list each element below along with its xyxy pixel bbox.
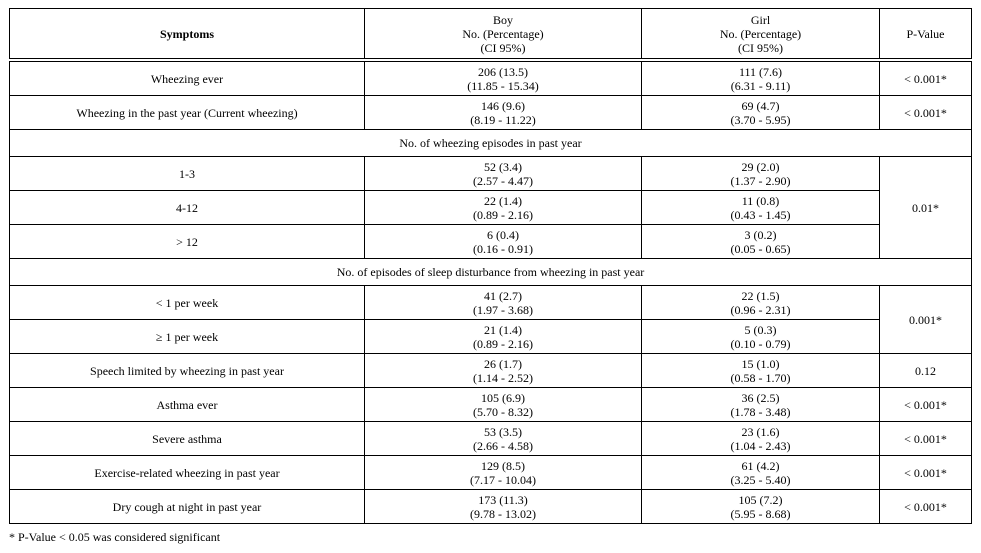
girl-count: 15 (1.0)	[741, 356, 780, 371]
girl-cell	[642, 456, 880, 490]
table-row	[10, 191, 972, 225]
table-row	[10, 286, 972, 320]
symptom-label: Wheezing ever	[10, 62, 365, 96]
header-boy	[365, 9, 642, 59]
boy-cell	[365, 62, 642, 96]
girl-ci: (3.70 - 5.95)	[730, 112, 791, 127]
p-value: < 0.001*	[880, 62, 972, 96]
girl-count: 61 (4.2)	[741, 458, 780, 473]
girl-cell	[642, 191, 880, 225]
girl-cell	[642, 286, 880, 320]
boy-ci: (11.85 - 15.34)	[467, 78, 539, 93]
boy-cell	[365, 388, 642, 422]
girl-cell	[642, 490, 880, 524]
p-value: 0.01*	[880, 157, 972, 259]
symptom-label: 1-3	[10, 157, 365, 191]
boy-count: 52 (3.4)	[484, 159, 522, 174]
symptom-label: Dry cough at night in past year	[10, 490, 365, 524]
p-value: < 0.001*	[880, 490, 972, 524]
p-value: < 0.001*	[880, 422, 972, 456]
boy-count: 206 (13.5)	[478, 64, 528, 79]
boy-ci: (2.57 - 4.47)	[473, 173, 533, 188]
girl-count: 105 (7.2)	[738, 492, 783, 507]
girl-ci: (1.04 - 2.43)	[730, 438, 791, 453]
girl-cell	[642, 388, 880, 422]
boy-cell	[365, 157, 642, 191]
header-boy-subtitle: No. (Percentage)	[462, 26, 544, 41]
boy-cell	[365, 422, 642, 456]
header-girl-ci: (CI 95%)	[738, 40, 783, 55]
symptom-label: 4-12	[10, 191, 365, 225]
girl-cell	[642, 422, 880, 456]
header-boy-ci: (CI 95%)	[480, 40, 526, 55]
table-header	[9, 8, 972, 59]
p-value: < 0.001*	[880, 456, 972, 490]
boy-count: 53 (3.5)	[484, 424, 522, 439]
girl-cell	[642, 157, 880, 191]
girl-ci: (1.78 - 3.48)	[730, 404, 791, 419]
boy-cell	[365, 456, 642, 490]
girl-count: 36 (2.5)	[741, 390, 780, 405]
table-row	[10, 456, 972, 490]
boy-cell	[365, 320, 642, 354]
boy-ci: (0.16 - 0.91)	[473, 241, 533, 256]
symptom-label: Asthma ever	[10, 388, 365, 422]
symptom-label: Exercise-related wheezing in past year	[10, 456, 365, 490]
header-girl-subtitle: No. (Percentage)	[719, 26, 802, 41]
boy-count: 146 (9.6)	[481, 98, 525, 113]
boy-ci: (1.97 - 3.68)	[473, 302, 533, 317]
symptom-label: < 1 per week	[10, 286, 365, 320]
p-value: 0.001*	[880, 286, 972, 354]
girl-count: 3 (0.2)	[744, 227, 777, 242]
boy-ci: (8.19 - 11.22)	[470, 112, 536, 127]
boy-cell	[365, 96, 642, 130]
table-row	[10, 225, 972, 259]
boy-ci: (7.17 - 10.04)	[470, 472, 536, 487]
girl-ci: (0.58 - 1.70)	[730, 370, 791, 385]
table-row	[10, 422, 972, 456]
p-value: 0.12	[880, 354, 972, 388]
girl-ci: (0.05 - 0.65)	[730, 241, 791, 256]
girl-cell	[642, 225, 880, 259]
symptom-label: Wheezing in the past year (Current wheezing)	[10, 96, 365, 130]
header-girl	[642, 9, 880, 59]
section-row	[10, 259, 972, 286]
girl-count: 111 (7.6)	[738, 64, 783, 79]
p-value: < 0.001*	[880, 96, 972, 130]
symptom-label: Severe asthma	[10, 422, 365, 456]
boy-count: 41 (2.7)	[484, 288, 522, 303]
section-label: No. of episodes of sleep disturbance from wheezing in past year	[10, 259, 972, 286]
table-row	[10, 96, 972, 130]
table-row	[10, 490, 972, 524]
boy-count: 129 (8.5)	[481, 458, 525, 473]
boy-count: 173 (11.3)	[478, 492, 528, 507]
boy-cell	[365, 490, 642, 524]
header-pvalue: P-Value	[880, 9, 972, 59]
girl-cell	[642, 320, 880, 354]
boy-ci: (2.66 - 4.58)	[473, 438, 533, 453]
girl-ci: (5.95 - 8.68)	[730, 506, 791, 521]
p-value: < 0.001*	[880, 388, 972, 422]
boy-count: 105 (6.9)	[481, 390, 525, 405]
boy-count: 6 (0.4)	[487, 227, 519, 242]
girl-count: 69 (4.7)	[741, 98, 780, 113]
symptom-label: Speech limited by wheezing in past year	[10, 354, 365, 388]
table-body	[9, 61, 972, 524]
header-girl-title: Girl	[750, 12, 771, 27]
girl-ci: (1.37 - 2.90)	[730, 173, 791, 188]
girl-count: 29 (2.0)	[741, 159, 780, 174]
table-row	[10, 62, 972, 96]
footnote: * P-Value < 0.05 was considered significant	[9, 530, 221, 544]
girl-ci: (3.25 - 5.40)	[730, 472, 791, 487]
boy-count: 26 (1.7)	[484, 356, 522, 371]
boy-cell	[365, 225, 642, 259]
girl-count: 22 (1.5)	[741, 288, 780, 303]
boy-cell	[365, 191, 642, 225]
table-row	[10, 320, 972, 354]
girl-ci: (6.31 - 9.11)	[730, 78, 791, 93]
boy-count: 22 (1.4)	[484, 193, 522, 208]
boy-cell	[365, 354, 642, 388]
girl-count: 11 (0.8)	[741, 193, 780, 208]
girl-ci: (0.43 - 1.45)	[730, 207, 791, 222]
header-boy-title: Boy	[492, 12, 513, 27]
header-symptoms: Symptoms	[10, 9, 365, 59]
boy-ci: (9.78 - 13.02)	[470, 506, 536, 521]
boy-ci: (0.89 - 2.16)	[473, 336, 533, 351]
table-row	[10, 354, 972, 388]
table-row	[10, 157, 972, 191]
boy-ci: (1.14 - 2.52)	[473, 370, 533, 385]
table-row	[10, 388, 972, 422]
symptom-label: ≥ 1 per week	[10, 320, 365, 354]
girl-count: 5 (0.3)	[744, 322, 777, 337]
boy-ci: (0.89 - 2.16)	[473, 207, 533, 222]
boy-ci: (5.70 - 8.32)	[473, 404, 533, 419]
girl-cell	[642, 62, 880, 96]
girl-count: 23 (1.6)	[741, 424, 780, 439]
girl-ci: (0.10 - 0.79)	[730, 336, 791, 351]
girl-cell	[642, 354, 880, 388]
boy-cell	[365, 286, 642, 320]
boy-count: 21 (1.4)	[484, 322, 522, 337]
girl-cell	[642, 96, 880, 130]
section-row	[10, 130, 972, 157]
girl-ci: (0.96 - 2.31)	[730, 302, 791, 317]
symptom-label: > 12	[10, 225, 365, 259]
section-label: No. of wheezing episodes in past year	[10, 130, 972, 157]
